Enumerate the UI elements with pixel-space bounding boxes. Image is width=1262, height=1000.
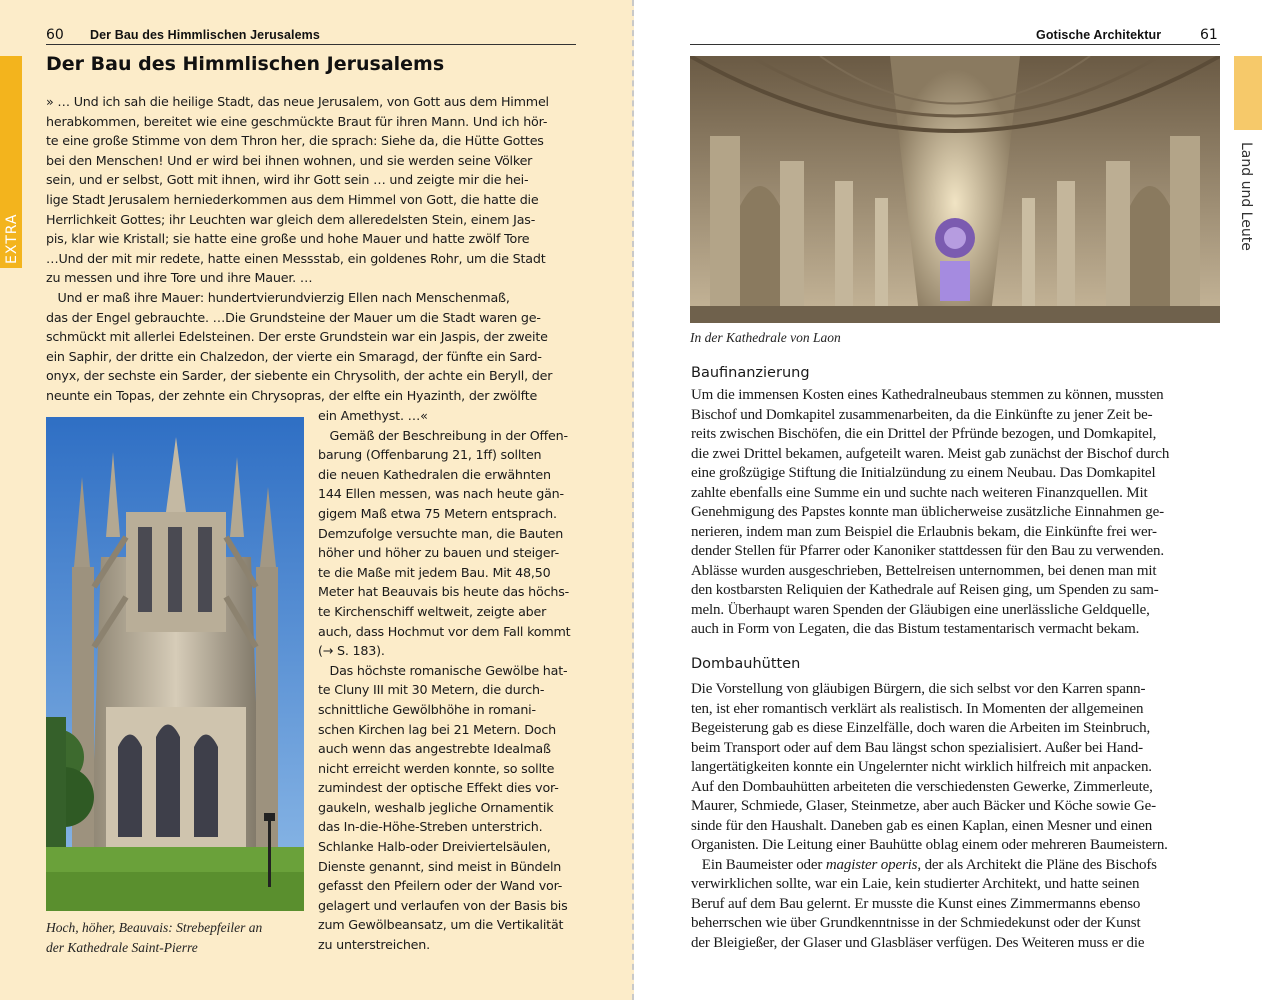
text-line: das der Engel gebrauchte. …Die Grundsteine der Mauer um die Stadt waren ge- <box>46 309 541 325</box>
text-line: te Kirchenschiff weltweit, zeigte aber <box>318 603 547 619</box>
text-line: Begeisterung gab es diese Einzelfälle, doch waren die Arbeiten im Steinbruch, <box>691 720 1151 736</box>
laon-caption: In der Kathedrale von Laon <box>690 330 841 345</box>
text-line <box>691 856 1168 876</box>
text-line: sinde für den Haushalt. Daneben gab es einen Kaplan, einen Mesner und einen <box>691 817 1153 834</box>
text-line: der Bleigießer, der Glaser und Glasbläser verfügen. Des Weiteren muss er die <box>691 934 1145 951</box>
text-line: nicht erreicht werden konnte, so sollte <box>318 760 555 776</box>
laon-photo-graphic <box>690 56 1220 323</box>
text-line: Herrlichkeit Gottes; ihr Leuchten war gleich dem alleredelsten Stein, einem Jas- <box>46 211 536 227</box>
article-title: Der Bau des Himmlischen Jerusalems <box>46 53 445 75</box>
text-line: das In-die-Höhe-Streben unterstrich. <box>318 819 543 835</box>
text-line: ein Saphir, der dritte ein Chalzedon, der vierte ein Smaragd, der fünfte ein Sard- <box>46 348 542 364</box>
chapter-tab-label: Land und Leute <box>1238 142 1254 251</box>
text-line: neunte ein Topas, der zehnte ein Chrysopras, der elfte ein Hyazinth, der zwölfte <box>46 387 538 403</box>
beauvais-cathedral-photo <box>46 417 304 911</box>
section-workshops-text <box>691 680 1168 953</box>
text-line: Und er maß ihre Mauer: hundertvierundvierzig Ellen nach Menschenmaß, <box>46 289 510 305</box>
beauvais-caption <box>46 918 262 958</box>
text-line: pis, klar wie Kristall; sie hatte eine große und hohe Mauer und hatte zwölf Tore <box>46 231 530 247</box>
text-line: meln. Überhaupt waren Spenden der Gläubigen eine unerlässliche Geldquelle, <box>691 601 1150 618</box>
text-line: Auf den Dombauhütten arbeiteten die verschiedensten Gewerke, Zimmerleute, <box>691 778 1153 795</box>
chapter-tab <box>1234 56 1262 130</box>
text-line: Genehmigung des Papstes konnte man üblicherweise zusätzliche Einnahmen ge- <box>691 504 1164 520</box>
text-line: auch wenn das angestrebte Idealmaß <box>318 741 551 757</box>
text-line: schmückt mit allerlei Edelsteinen. Der erste Grundstein war ein Jaspis, der zweite <box>46 329 548 345</box>
page-number-right: 61 <box>1200 27 1218 43</box>
text-line: Die Vorstellung von gläubigen Bürgern, die sich selbst vor den Karren spann- <box>691 681 1146 697</box>
text-line: 144 Ellen messen, was nach heute gän- <box>318 486 564 502</box>
header-rule-left <box>46 44 576 45</box>
text-line: zum Gewölbeansatz, um die Vertikalität <box>318 917 564 933</box>
column-text <box>318 406 570 955</box>
text-segment: , der als Architekt die Pläne des Bischofs <box>917 856 1157 873</box>
text-line: te eine große Stimme von dem Thron her, die sprach: Siehe da, die Hütte Gottes <box>46 133 544 149</box>
text-line: die neuen Kathedralen die erwähnten <box>318 466 551 482</box>
text-line: ten, ist eher romantisch verklärt als realistisch. In Momenten der allgemeinen <box>691 700 1144 717</box>
page-number-left: 60 <box>46 27 64 43</box>
section-heading-workshops: Dombauhütten <box>691 656 801 672</box>
text-line: Meter hat Beauvais bis heute das höchs- <box>318 584 569 600</box>
text-line: Bischof und Domkapitel zusammenarbeiten, da die Einkünfte zu jener Zeit be- <box>691 406 1153 423</box>
text-line: auch in Form von Legaten, die das Bistum testamentarisch vermacht bekam. <box>691 621 1140 637</box>
extra-tab-label: EXTRA <box>4 213 20 264</box>
text-line: beim Transport oder auf dem Bau längst schon spezialisiert. Außer bei Hand- <box>691 739 1143 756</box>
right-page <box>634 0 1262 1000</box>
text-line: reits zwischen Bischöfen, die ein Drittel der Pfründe bezogen, und Domkapitel, <box>691 426 1157 442</box>
caption-line: Hoch, höher, Beauvais: Strebepfeiler an <box>46 920 263 935</box>
text-line: Ablässe wurden ausgeschrieben, Bettelreisen unternommen, bei denen man mit <box>691 562 1157 579</box>
text-line: herabkommen, bereitet wie eine geschmückte Braut für ihren Mann. Und ich hör- <box>46 113 548 129</box>
text-line: ein Amethyst. …« <box>318 408 428 423</box>
text-line: beherrschen wie über Grundkenntnisse in der Schmiedekunst oder der Kunst <box>691 915 1141 931</box>
text-line: Dienste genannt, sind meist in Bündeln <box>318 858 562 874</box>
text-line: zu messen und ihre Tore und ihre Mauer. … <box>46 270 313 286</box>
text-line: verwirklichen sollte, war ein Laie, kein studierter Architekt, und hatte seinen <box>691 876 1140 892</box>
laon-cathedral-photo <box>690 56 1220 323</box>
latin-term: magister operis <box>825 856 918 873</box>
section-heading-financing: Baufinanzierung <box>691 365 810 381</box>
text-line: Beruf auf dem Bau gelernt. Er musste die Kunst eines Zimmermanns ebenso <box>691 895 1141 912</box>
text-line: Um die immensen Kosten eines Kathedralneubaus stemmen zu können, mussten <box>691 387 1164 403</box>
text-line: schen Kirchen lag bei 21 Metern. Doch <box>318 721 556 737</box>
text-line: bei den Menschen! Und er wird bei ihnen wohnen, und sie werden seine Völker <box>46 152 533 168</box>
text-line: lige Stadt Jerusalem herniederkommen aus dem Himmel von Gott, die hatte die <box>46 191 539 207</box>
text-line: zahlte ebenfalls eine Summe ein und suchte nach weiteren Finanzquellen. Mit <box>691 484 1148 501</box>
text-line: gelagert und verlaufen von der Basis bis <box>318 897 568 913</box>
text-line: nerieren, indem man zum Beispiel die Erlaubnis bekam, die Einkünfte frei wer- <box>691 523 1157 540</box>
header-rule-right <box>690 44 1220 45</box>
text-line: gaukeln, weshalb jegliche Ornamentik <box>318 799 554 815</box>
text-line: Organisten. Die Leitung einer Bauhütte oblag einem oder mehreren Baumeistern. <box>691 837 1168 853</box>
caption-line: der Kathedrale Saint-Pierre <box>46 940 198 955</box>
text-line: eine großzügige Stiftung die Initialzündung zu einem Neubau. Das Domkapitel <box>691 465 1156 481</box>
text-line: barung (Offenbarung 21, 1ff) sollten <box>318 447 542 463</box>
text-line: te die Maße mit jedem Bau. Mit 48,50 <box>318 564 551 580</box>
text-line: gigem Maß etwa 75 Metern entsprach. <box>318 505 557 521</box>
text-line: …Und der mit mir redete, hatte einen Messstab, ein goldenes Rohr, um die Stadt <box>46 250 546 266</box>
text-line: die zwei Drittel bekamen, aufgeteilt waren. Meist gab zunächst der Bischof durch <box>691 445 1170 462</box>
text-segment: Ein Baumeister oder <box>691 856 826 873</box>
text-line: den kostbarsten Reliquien der Kathedrale auf Reisen ging, um Spenden zu sam- <box>691 582 1159 598</box>
section-financing-text <box>691 386 1169 640</box>
text-line: Das höchste romanische Gewölbe hat- <box>318 662 568 678</box>
text-line: langertätigkeiten konnte ein Ungelernter nicht wirklich hilfreich mit anpacken. <box>691 759 1152 775</box>
text-line: zumindest der optische Effekt dies vor- <box>318 780 559 796</box>
text-line: onyx, der sechste ein Sarder, der siebente ein Chrysolith, der achte ein Beryll, der <box>46 368 553 384</box>
text-line: schnittliche Gewölbhöhe in romani- <box>318 701 536 717</box>
text-line: te Cluny III mit 30 Metern, die durch- <box>318 682 545 698</box>
text-line: dender Stellen für Pfarrer oder Kanoniker stattdessen für den Bau zu verwenden. <box>691 543 1164 559</box>
running-head-left: Der Bau des Himmlischen Jerusalems <box>90 28 320 42</box>
text-line: Demzufolge versuchte man, die Bauten <box>318 525 564 541</box>
text-line: Maurer, Schmiede, Glaser, Steinmetze, aber auch Bäcker und Köche sowie Ge- <box>691 798 1157 814</box>
intro-text <box>46 92 552 406</box>
text-line: (→ S. 183). <box>318 643 385 659</box>
text-line: sein, und er selbst, Gott mit ihnen, wird ihr Gott sein … und zeigte mir die hei- <box>46 172 529 188</box>
running-head-right: Gotische Architektur <box>1036 28 1162 42</box>
text-line: gefasst den Pfeilern oder der Wand vor- <box>318 878 563 894</box>
text-line: Gemäß der Beschreibung in der Offen- <box>318 427 568 443</box>
text-line: » … Und ich sah die heilige Stadt, das neue Jerusalem, von Gott aus dem Himmel <box>46 94 549 109</box>
beauvais-photo-graphic <box>46 417 304 911</box>
text-line: Schlanke Halb-oder Dreiviertelsäulen, <box>318 839 551 855</box>
text-line: höher und höher zu bauen und steiger- <box>318 545 559 561</box>
text-line: zu unterstreichen. <box>318 937 430 953</box>
text-line: auch, dass Hochmut vor dem Fall kommt <box>318 623 571 639</box>
